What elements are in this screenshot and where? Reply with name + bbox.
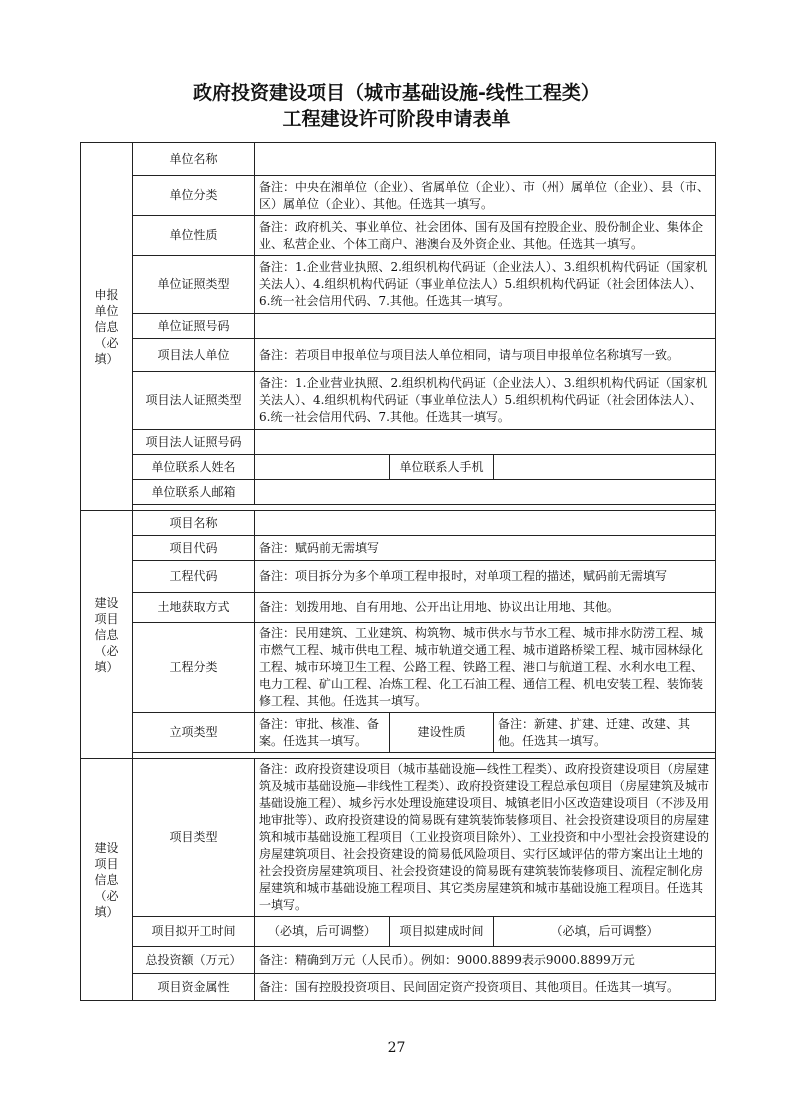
field-label: 单位名称 bbox=[133, 143, 255, 176]
field-value-unit-category[interactable]: 备注：中央在湘单位（企业）、省属单位（企业）、市（州）属单位（企业）、县（市、区）属单位（企业）、其他。任选其一填写。 bbox=[255, 176, 716, 216]
form-title-line1: 政府投资建设项目（城市基础设施-线性工程类） bbox=[193, 82, 600, 104]
field-value-legal-license-type[interactable]: 备注：1.企业营业执照、2.组织机构代码证（企业法人）、3.组织机构代码证（国家机关法人）、4.组织机构代码证（事业单位法人）5.组织机构代码证（社会团体法人）、6.统一社会信用代码、7.其他。任选其一填写。 bbox=[255, 372, 716, 430]
section-project-label-2: 建设项目信息（必填） bbox=[81, 759, 133, 1001]
field-label: 工程分类 bbox=[133, 623, 255, 713]
field-label: 单位联系人邮箱 bbox=[133, 480, 255, 505]
field-value-legal-unit[interactable]: 备注：若项目申报单位与项目法人单位相同，请与项目申报单位名称填写一致。 bbox=[255, 339, 716, 372]
field-label: 项目法人单位 bbox=[133, 339, 255, 372]
field-value-unit-license-type[interactable]: 备注：1.企业营业执照、2.组织机构代码证（企业法人）、3.组织机构代码证（国家机关法人）、4.组织机构代码证（事业单位法人）5.组织机构代码证（社会团体法人）、6.统一社会信用代码、7.其他。任选其一填写。 bbox=[255, 256, 716, 314]
field-value-engineering-class[interactable]: 备注：民用建筑、工业建筑、构筑物、城市供水与节水工程、城市排水防涝工程、城市燃气工程、城市供电工程、城市轨道交通工程、城市道路桥梁工程、城市园林绿化工程、城市环境卫生工程、公路工程、铁路工程、港口与航道工程、水利水电工程、电力工程、矿山工程、冶炼工程、化工石油工程、通信工程、机电安装工程、装饰装修工程、其他。任选其一填写。 bbox=[255, 623, 716, 713]
field-label: 单位联系人姓名 bbox=[133, 455, 255, 480]
field-label: 项目法人证照类型 bbox=[133, 372, 255, 430]
field-label: 项目拟开工时间 bbox=[133, 917, 255, 947]
field-label: 工程代码 bbox=[133, 561, 255, 593]
field-value-project-type[interactable]: 备注：政府投资建设项目（城市基础设施—线性工程类）、政府投资建设项目（房屋建筑及城市基础设施—非线性工程类）、政府投资建设工程总承包项目（房屋建筑及城市基础设施工程）、城乡污水处理设施建设项目、城镇老旧小区改造建设项目（不涉及用地审批等）、政府投资建设的简易既有建筑装饰装修项目、社会投资建设项目的房屋建筑和城市基础设施工程项目（工业投资项目除外）、工业投资和中小型社会投资建设的房屋建筑项目、社会投资建设的简易低风险项目、实行区域评估的带方案出让土地的社会投资房屋建筑项目、社会投资建设的简易既有建筑装饰装修项目、流程定制化房屋建筑和城市基础设施工程项目、其它类房屋建筑和城市基础设施工程项目。任选其一填写。 bbox=[255, 759, 716, 917]
field-label: 单位分类 bbox=[133, 176, 255, 216]
field-value-contact-phone[interactable] bbox=[494, 455, 716, 480]
field-value-project-code[interactable]: 备注：赋码前无需填写 bbox=[255, 536, 716, 561]
field-label: 单位证照号码 bbox=[133, 314, 255, 339]
field-value-approval-type[interactable]: 备注：审批、核准、备案。任选其一填写。 bbox=[255, 713, 390, 753]
field-label: 单位证照类型 bbox=[133, 256, 255, 314]
section-project-label: 建设项目信息（必填） bbox=[81, 511, 133, 759]
field-label: 项目类型 bbox=[133, 759, 255, 917]
field-value-construction-nature[interactable]: 备注：新建、扩建、迁建、改建、其他。任选其一填写。 bbox=[494, 713, 716, 753]
field-label: 项目名称 bbox=[133, 511, 255, 536]
field-label: 土地获取方式 bbox=[133, 593, 255, 623]
application-form-table bbox=[80, 142, 716, 1001]
page-number: 27 bbox=[387, 1040, 406, 1056]
field-label: 项目拟建成时间 bbox=[390, 917, 494, 947]
field-value-contact-email[interactable] bbox=[255, 480, 716, 505]
field-label: 项目资金属性 bbox=[133, 974, 255, 1001]
field-value-unit-license-no[interactable] bbox=[255, 314, 716, 339]
field-value-contact-name[interactable] bbox=[255, 455, 390, 480]
field-value-unit-nature[interactable]: 备注：政府机关、事业单位、社会团体、国有及国有控股企业、股份制企业、集体企业、私营企业、个体工商户、港澳台及外资企业、其他。任选其一填写。 bbox=[255, 216, 716, 256]
field-label: 立项类型 bbox=[133, 713, 255, 753]
field-value-engineering-code[interactable]: 备注：项目拆分为多个单项工程申报时，对单项工程的描述，赋码前无需填写 bbox=[255, 561, 716, 593]
form-title-line2: 工程建设许可阶段申请表单 bbox=[282, 108, 511, 130]
section-applicant-label: 申报单位信息（必填） bbox=[81, 143, 133, 511]
field-label: 总投资额（万元） bbox=[133, 947, 255, 974]
field-value-project-name[interactable] bbox=[255, 511, 716, 536]
field-value-finish-time[interactable]: （必填，后可调整） bbox=[494, 917, 716, 947]
field-value-unit-name[interactable] bbox=[255, 143, 716, 176]
field-value-legal-license-no[interactable] bbox=[255, 430, 716, 455]
field-label: 单位性质 bbox=[133, 216, 255, 256]
field-label: 项目法人证照号码 bbox=[133, 430, 255, 455]
field-value-fund-attribute[interactable]: 备注：国有控股投资项目、民间固定资产投资项目、其他项目。任选其一填写。 bbox=[255, 974, 716, 1001]
field-label: 建设性质 bbox=[390, 713, 494, 753]
field-label: 项目代码 bbox=[133, 536, 255, 561]
field-value-land-method[interactable]: 备注：划拨用地、自有用地、公开出让用地、协议出让用地、其他。 bbox=[255, 593, 716, 623]
field-label: 单位联系人手机 bbox=[390, 455, 494, 480]
field-value-start-time[interactable]: （必填，后可调整） bbox=[255, 917, 390, 947]
field-value-total-investment[interactable]: 备注：精确到万元（人民币）。例如：9000.8899表示9000.8899万元 bbox=[255, 947, 716, 974]
